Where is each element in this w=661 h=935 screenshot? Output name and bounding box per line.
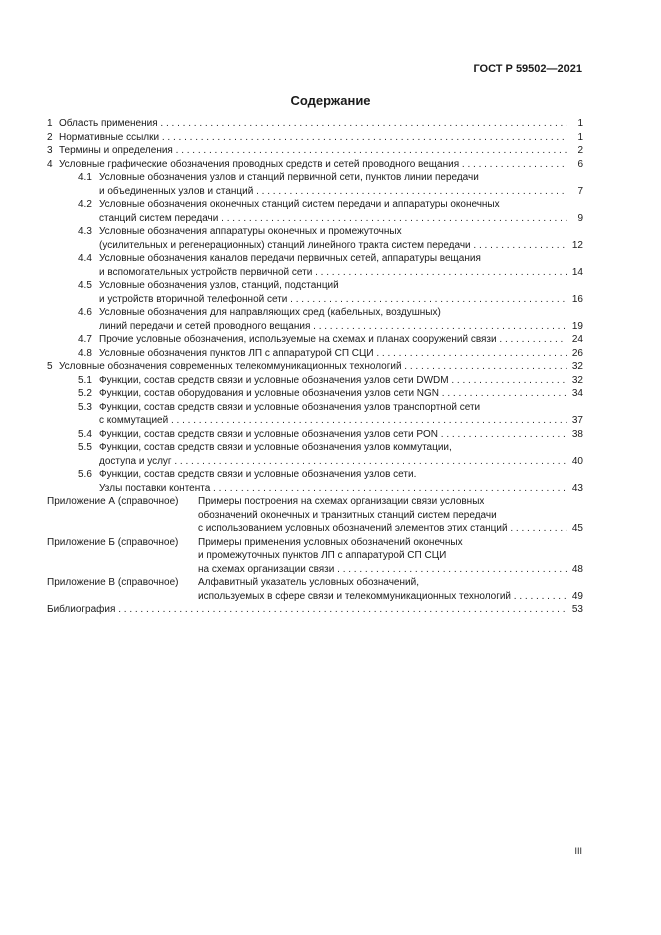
toc-entry-title: Условные обозначения пунктов ЛП с аппаратурой СП СЦИ . . . xyxy=(99,347,567,361)
toc-entry-title: Библиография . . . xyxy=(47,603,567,617)
toc-entry-row xyxy=(47,131,583,145)
toc-entry-row xyxy=(47,387,583,401)
toc-entry-page: 12 xyxy=(571,239,583,251)
toc-entry-row xyxy=(47,306,583,320)
toc-entry-row xyxy=(47,576,583,590)
toc-entry-row xyxy=(47,171,583,185)
table-of-contents xyxy=(47,117,583,617)
toc-entry-title: Условные обозначения узлов и станций первичной сети, пунктов линии передачи xyxy=(99,172,479,183)
toc-entry-page: 14 xyxy=(571,266,583,278)
toc-entry-title: обозначений оконечных и транзитных станций систем передачи xyxy=(198,509,497,521)
toc-entry-row xyxy=(47,536,583,550)
toc-entry-title: и промежуточных пунктов ЛП с аппаратурой СП СЦИ xyxy=(198,550,447,561)
toc-entry-page: 34 xyxy=(571,388,583,399)
toc-entry-number: 5 xyxy=(47,361,53,372)
toc-entry-title: Функции, состав средств связи и условные обозначения узлов сети PON . . . xyxy=(99,428,567,442)
toc-entry-title: Нормативные ссылки . . . xyxy=(59,131,567,145)
toc-entry-number: 4.1 xyxy=(78,172,92,183)
toc-entry-number: 4.3 xyxy=(78,226,92,237)
toc-entry-number: Приложение Б (справочное) xyxy=(47,536,179,548)
toc-entry-title: линий передачи и сетей проводного вещания . . . xyxy=(99,320,567,334)
toc-entry-number: Приложение В (справочное) xyxy=(47,577,179,588)
toc-entry-title: Область применения . . . xyxy=(59,117,567,131)
toc-entry-row xyxy=(47,468,583,482)
toc-entry-row xyxy=(47,495,583,509)
toc-entry-title: Примеры построения на схемах организации связи условных xyxy=(198,496,485,507)
toc-entry-row xyxy=(47,320,583,334)
toc-entry-page: 32 xyxy=(571,361,583,372)
toc-entry-title: с использованием условных обозначений элементов этих станций . . . xyxy=(198,522,567,536)
page-title: Содержание xyxy=(290,93,371,108)
toc-entry-title: Термины и определения . . . xyxy=(59,144,567,158)
toc-entry-title: Узлы поставки контента . . . xyxy=(99,482,567,496)
toc-entry-number: Приложение А (справочное) xyxy=(47,496,179,507)
toc-entry-title: Условные обозначения оконечных станций систем передачи и аппаратуры оконечных xyxy=(99,199,500,210)
toc-entry-number: 4.5 xyxy=(78,280,92,291)
toc-entry-page: 38 xyxy=(571,428,583,440)
toc-entry-title: (усилительных и регенерационных) станций линейного тракта систем передачи . . . xyxy=(99,239,567,253)
toc-entry-row xyxy=(47,441,583,455)
toc-entry-title: и вспомогательных устройств первичной сети . . . xyxy=(99,266,567,280)
toc-entry-number: 4 xyxy=(47,158,53,170)
toc-entry-title: Прочие условные обозначения, используемые на схемах и планах сооружений связи . . . xyxy=(99,333,567,347)
toc-entry-row xyxy=(47,428,583,442)
toc-entry-title: и устройств вторичной телефонной сети . . . xyxy=(99,293,567,307)
toc-entry-number: 4.4 xyxy=(78,253,92,264)
toc-entry-page: 19 xyxy=(571,320,583,332)
toc-entry-row xyxy=(47,603,583,617)
toc-entry-number: 5.5 xyxy=(78,442,92,453)
toc-entry-page: 43 xyxy=(571,482,583,494)
toc-entry-number: 4.6 xyxy=(78,307,92,318)
toc-entry-page: 9 xyxy=(577,212,583,224)
toc-entry-page: 37 xyxy=(571,415,583,426)
toc-entry-row xyxy=(47,360,583,374)
toc-entry-row xyxy=(47,414,583,428)
toc-entry-title: и объединенных узлов и станций . . . xyxy=(99,185,567,199)
toc-entry-title: Функции, состав средств связи и условные обозначения узлов коммутации, xyxy=(99,442,452,453)
toc-entry-title: Условные обозначения каналов передачи первичных сетей, аппаратуры вещания xyxy=(99,253,481,264)
toc-entry-row xyxy=(47,158,583,172)
toc-entry-page: 7 xyxy=(577,185,583,197)
toc-entry-number: 3 xyxy=(47,145,53,156)
toc-entry-row xyxy=(47,212,583,226)
toc-entry-page: 32 xyxy=(571,374,583,386)
standard-number: ГОСТ Р 59502—2021 xyxy=(473,63,582,75)
toc-entry-title: на схемах организации связи . . . xyxy=(198,563,567,577)
toc-entry-number: 5.3 xyxy=(78,401,92,413)
toc-entry-row xyxy=(47,401,583,415)
toc-entry-row xyxy=(47,333,583,347)
toc-entry-page: 1 xyxy=(577,131,583,143)
toc-entry-page: 2 xyxy=(577,145,583,156)
toc-entry-title: Функции, состав средств связи и условные обозначения узлов сети. xyxy=(99,469,417,480)
toc-entry-row xyxy=(47,225,583,239)
toc-entry-title: Условные обозначения аппаратуры оконечных и промежуточных xyxy=(99,226,402,237)
toc-entry-row xyxy=(47,239,583,253)
toc-entry-title: Условные обозначения узлов, станций, подстанций xyxy=(99,280,339,291)
toc-entry-title: Условные обозначения для направляющих сред (кабельных, воздушных) xyxy=(99,307,441,318)
toc-entry-number: 5.2 xyxy=(78,388,92,399)
toc-entry-title: используемых в сфере связи и телекоммуникационных технологий . . . xyxy=(198,590,567,604)
toc-entry-title: доступа и услуг . . . xyxy=(99,455,567,469)
toc-entry-page: 24 xyxy=(571,334,583,345)
toc-entry-title: Функции, состав средств связи и условные обозначения узлов транспортной сети xyxy=(99,401,481,413)
toc-entry-title: Примеры применения условных обозначений оконечных xyxy=(198,536,463,548)
toc-entry-row xyxy=(47,144,583,158)
toc-entry-title: Условные обозначения современных телекоммуникационных технологий . . . xyxy=(59,360,567,374)
toc-entry-row xyxy=(47,347,583,361)
toc-entry-page: 1 xyxy=(577,118,583,129)
toc-entry-number: 5.4 xyxy=(78,428,92,440)
toc-entry-page: 49 xyxy=(571,590,583,602)
toc-entry-title: станций систем передачи . . . xyxy=(99,212,567,226)
toc-entry-number: 4.7 xyxy=(78,334,92,345)
toc-entry-row xyxy=(47,185,583,199)
toc-entry-row xyxy=(47,509,583,523)
toc-entry-number: 4.8 xyxy=(78,347,92,359)
toc-entry-number: 5.1 xyxy=(78,374,92,386)
toc-entry-title: с коммутацией . . . xyxy=(99,414,567,428)
toc-entry-page: 26 xyxy=(571,347,583,359)
toc-entry-row xyxy=(47,117,583,131)
toc-entry-row xyxy=(47,590,583,604)
toc-entry-title: Функции, состав средств связи и условные обозначения узлов сети DWDM . . . xyxy=(99,374,567,388)
toc-entry-page: 45 xyxy=(571,523,583,534)
toc-entry-row xyxy=(47,374,583,388)
toc-entry-row xyxy=(47,198,583,212)
toc-entry-page: 53 xyxy=(571,604,583,615)
toc-entry-row xyxy=(47,563,583,577)
toc-entry-page: 48 xyxy=(571,563,583,575)
toc-entry-title: Функции, состав оборудования и условные обозначения узлов сети NGN . . . xyxy=(99,387,567,401)
toc-entry-row xyxy=(47,279,583,293)
toc-entry-title: Алфавитный указатель условных обозначений, xyxy=(198,577,419,588)
page-number: III xyxy=(574,846,582,856)
toc-entry-row xyxy=(47,522,583,536)
toc-entry-title: Условные графические обозначения проводных средств и сетей проводного вещания . . . xyxy=(59,158,567,172)
toc-entry-page: 6 xyxy=(577,158,583,170)
toc-entry-number: 5.6 xyxy=(78,469,92,480)
toc-entry-number: 4.2 xyxy=(78,199,92,210)
toc-entry-row xyxy=(47,266,583,280)
toc-entry-page: 40 xyxy=(571,455,583,467)
toc-entry-number: 2 xyxy=(47,131,53,143)
toc-entry-row xyxy=(47,252,583,266)
toc-entry-number: 1 xyxy=(47,118,53,129)
toc-entry-row xyxy=(47,482,583,496)
toc-entry-row xyxy=(47,549,583,563)
toc-entry-row xyxy=(47,455,583,469)
toc-entry-row xyxy=(47,293,583,307)
toc-entry-page: 16 xyxy=(571,293,583,305)
